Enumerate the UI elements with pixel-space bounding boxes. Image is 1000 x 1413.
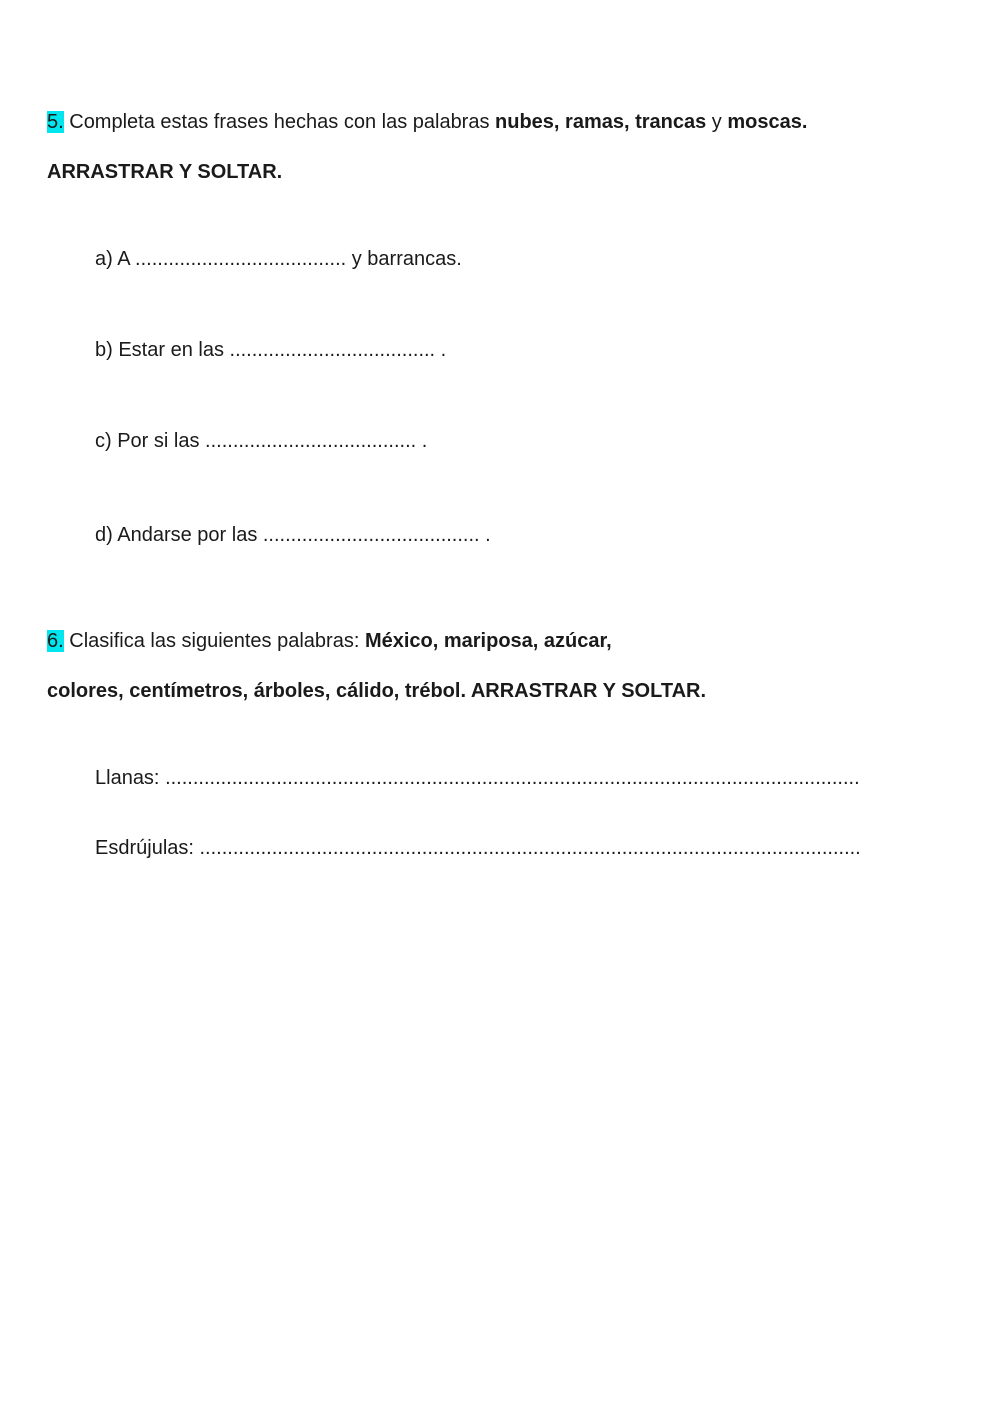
q6-esdrujulas-blank[interactable]: ....................................................................................................................... (199, 837, 861, 859)
q5-intro: Completa estas frases hechas con las palabras (63, 111, 496, 133)
q5-item-b (95, 338, 446, 362)
q5-item-c (95, 429, 427, 453)
q5-conj: y (706, 111, 728, 133)
q6-esdrujulas-label: Esdrújulas: (95, 837, 200, 859)
q5-title (47, 110, 807, 134)
q5-item-c-blank[interactable]: ...................................... (205, 430, 417, 452)
q5-item-b-suffix: . (435, 339, 447, 361)
q6-title (47, 629, 612, 653)
q5-item-c-suffix: . (416, 430, 428, 452)
q5-word-last: moscas. (727, 111, 808, 133)
q5-item-c-prefix: c) Por si las (95, 430, 206, 452)
q6-words-1: México, mariposa, azúcar, (364, 630, 612, 652)
q5-instruction: ARRASTRAR Y SOLTAR. (47, 161, 283, 183)
q5-item-d (95, 523, 491, 547)
q5-item-d-suffix: . (479, 524, 491, 546)
q6-number: 6. (47, 630, 64, 652)
q6-llanas-label: Llanas: (95, 767, 166, 789)
q6-intro: Clasifica las siguientes palabras: (63, 630, 365, 652)
q5-item-a-suffix: y barrancas. (346, 248, 462, 270)
q6-words-2: colores, centímetros, árboles, cálido, trébol. ARRASTRAR Y SOLTAR. (47, 680, 707, 702)
q5-item-a-prefix: a) A (95, 248, 136, 270)
q5-item-a (95, 247, 462, 271)
q5-item-b-blank[interactable]: ..................................... (229, 339, 436, 361)
q6-llanas-blank[interactable]: ............................................................................................................................. (165, 767, 860, 789)
q5-number: 5. (47, 111, 64, 133)
q6-esdrujulas (95, 836, 861, 860)
q5-item-a-blank[interactable]: ...................................... (135, 248, 347, 270)
q6-llanas (95, 766, 860, 790)
q5-item-b-prefix: b) Estar en las (95, 339, 230, 361)
q5-item-d-blank[interactable]: ....................................... (262, 524, 480, 546)
q5-words: nubes, ramas, trancas (495, 111, 707, 133)
q5-item-d-prefix: d) Andarse por las (95, 524, 263, 546)
